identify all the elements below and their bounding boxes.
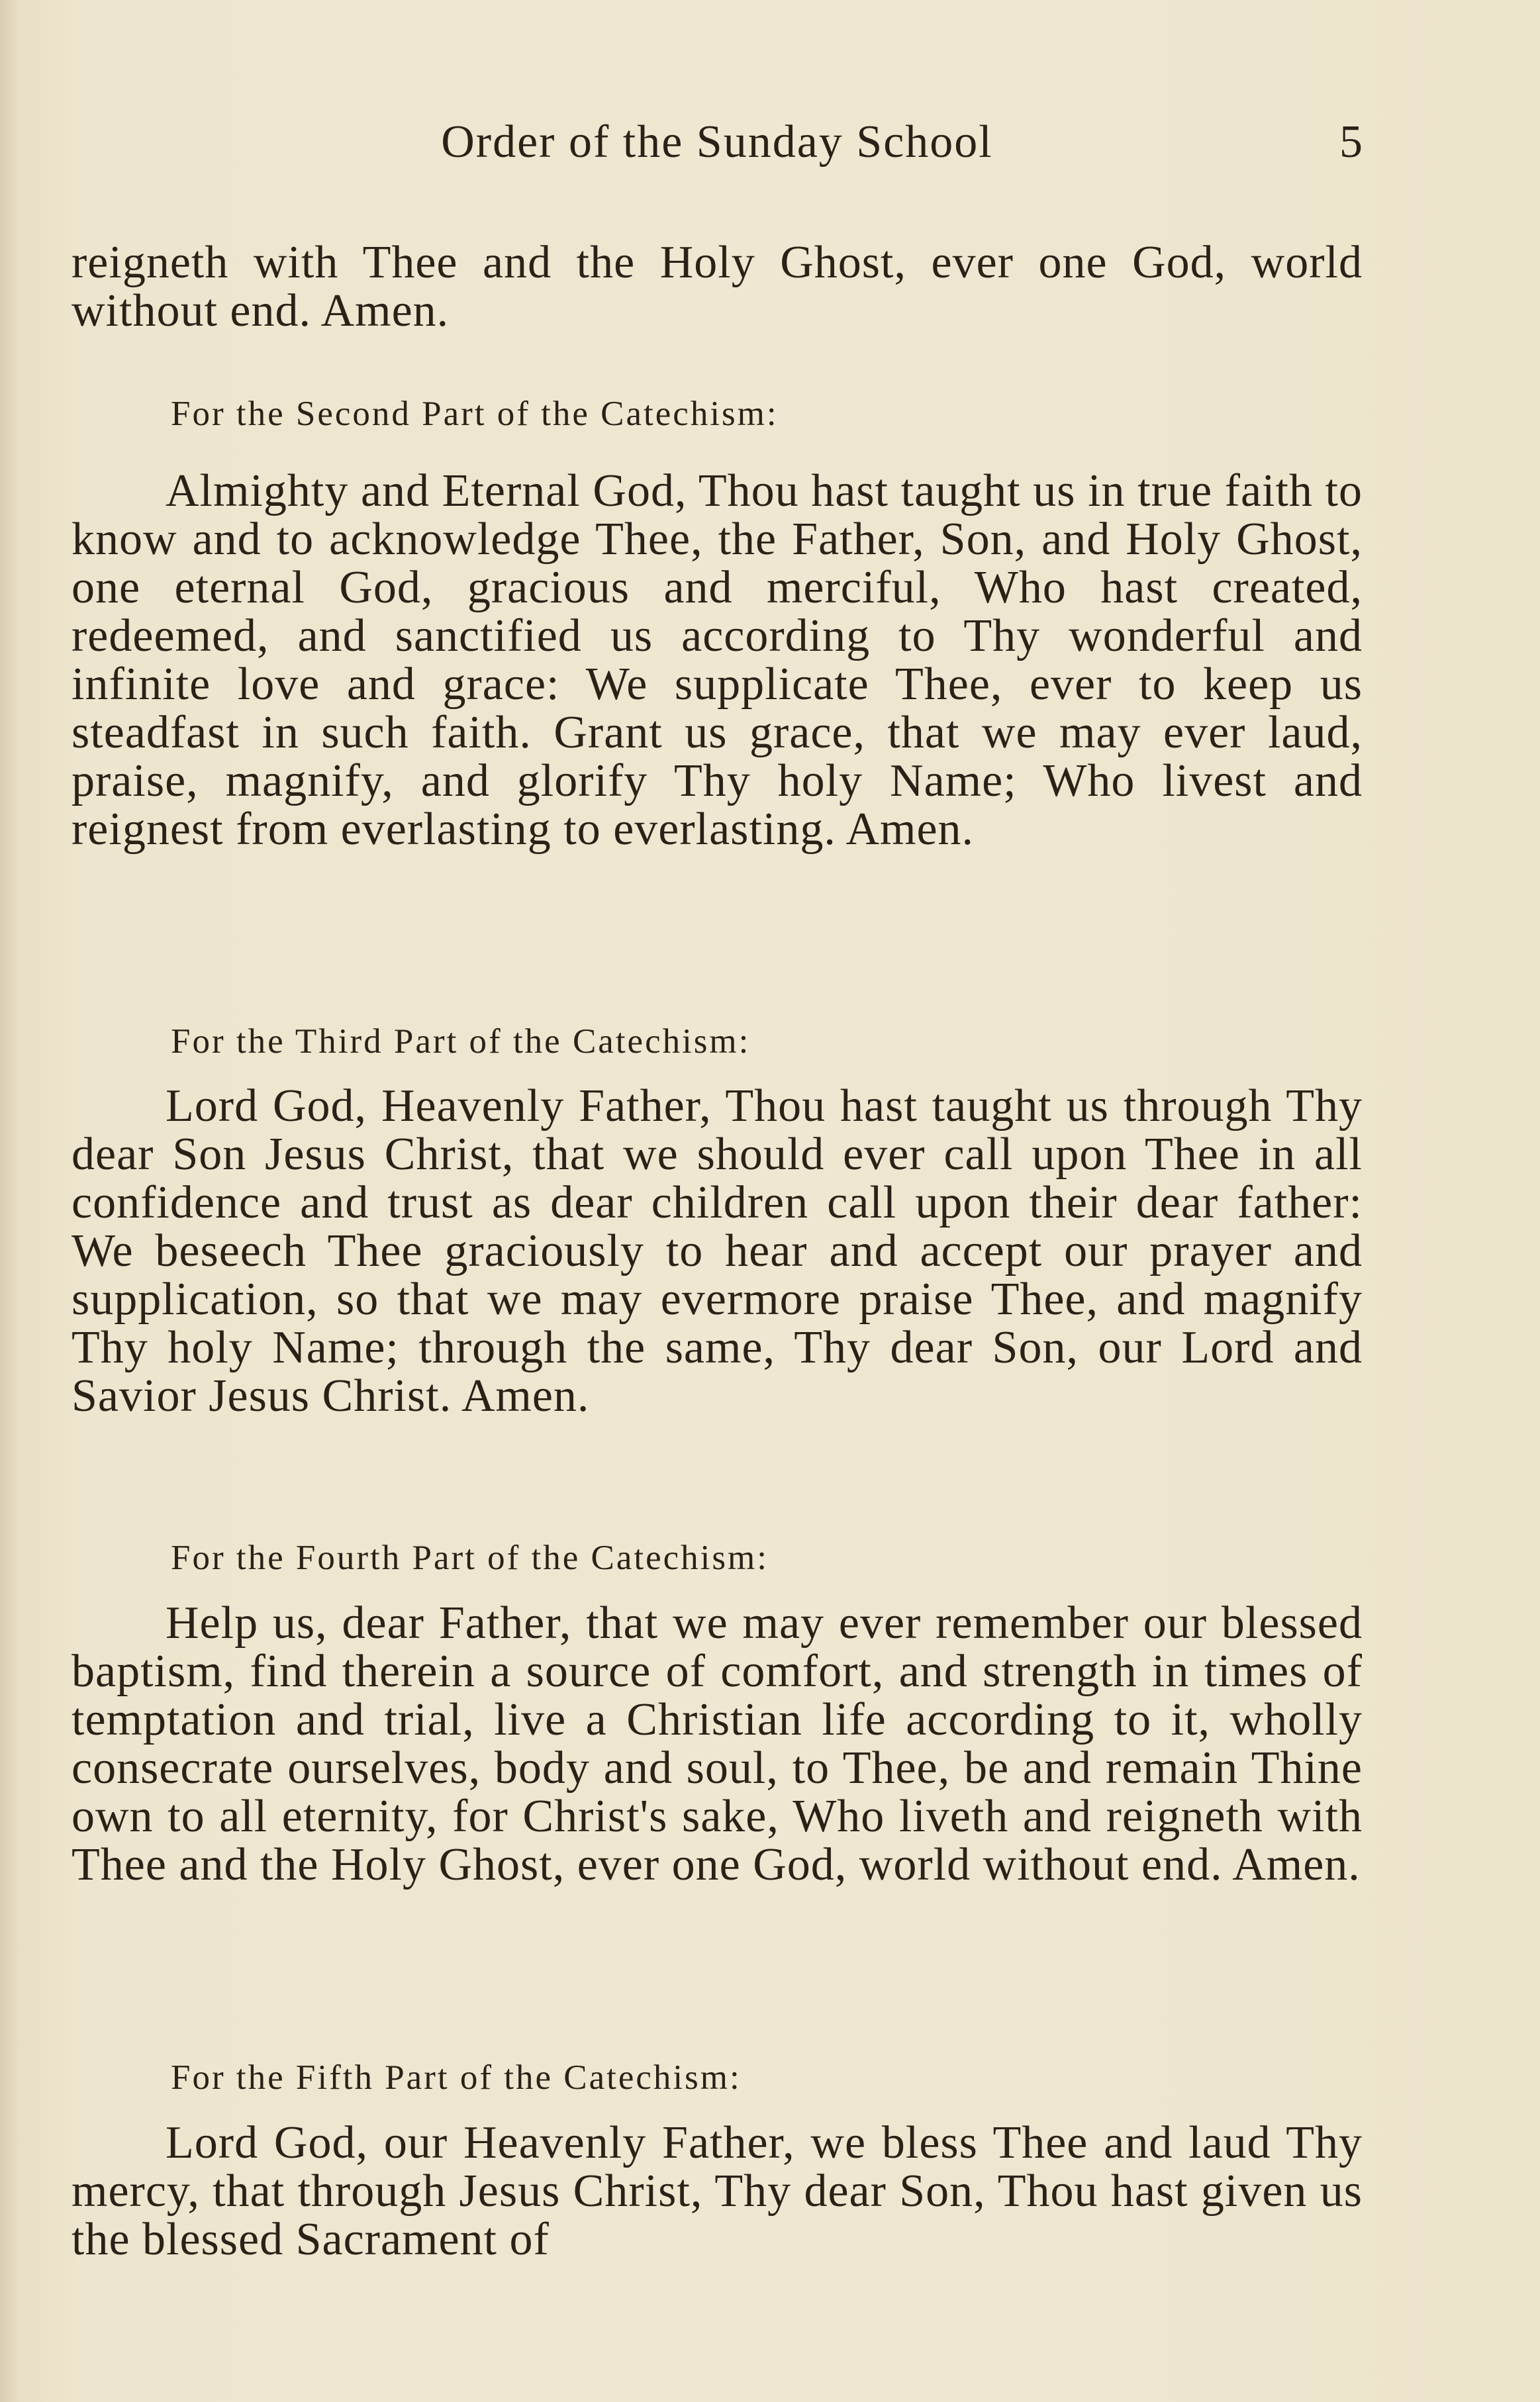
prayer-second-part (72, 467, 1363, 853)
section-heading-second-part: For the Second Part of the Catechism: (171, 395, 779, 433)
running-title: Order of the Sunday School (441, 117, 993, 168)
prayer-text: Almighty and Eternal God, Thou hast taught us in true faith to know and to acknowledge Thee, the Father, Son, and Holy Ghost, one eternal God, gracious and merciful, Who hast created, redeemed, and sanctified us according to Thy wonderful and infinite love and grace: We supplicate Thee, ever to keep us steadfast in such faith. Grant us grace, that we may ever laud, praise, magnify, and glorify Thy holy Name; Who livest and reignest from everlasting to everlasting. Amen. (72, 465, 1363, 855)
prayer-fifth-part (72, 2119, 1363, 2264)
section-heading-third-part: For the Third Part of the Catechism: (171, 1022, 751, 1061)
page-number: 5 (1339, 117, 1363, 168)
continuation-paragraph (72, 238, 1363, 335)
prayer-third-part (72, 1082, 1363, 1420)
prayer-text: Lord God, our Heavenly Father, we bless Thee and laud Thy mercy, that through Jesus Christ, Thy dear Son, Thou hast given us the blessed Sacrament of (72, 2117, 1363, 2265)
continuation-text: reigneth with Thee and the Holy Ghost, ever one God, world without end. Amen. (72, 237, 1363, 336)
prayer-fourth-part (72, 1599, 1363, 1889)
prayer-text: Lord God, Heavenly Father, Thou hast taught us through Thy dear Son Jesus Christ, that we should ever call upon Thee in all confidence and trust as dear children call upon their dear father: We beseech Thee graciously to hear and accept our prayer and supplication, so that we may evermore praise Thee, and magnify Thy holy Name; through the same, Thy dear Son, our Lord and Savior Jesus Christ. Amen. (72, 1081, 1363, 1421)
section-heading-fourth-part: For the Fourth Part of the Catechism: (171, 1539, 769, 1577)
running-head (72, 113, 1363, 172)
section-heading-fifth-part: For the Fifth Part of the Catechism: (171, 2058, 742, 2097)
prayer-text: Help us, dear Father, that we may ever remember our blessed baptism, find therein a source of comfort, and strength in times of temptation and trial, live a Christian life according to it, wholly consecrate ourselves, body and soul, to Thee, be and remain Thine own to all eternity, for Christ's sake, Who liveth and reigneth with Thee and the Holy Ghost, ever one God, world without end. Amen. (72, 1598, 1363, 1890)
